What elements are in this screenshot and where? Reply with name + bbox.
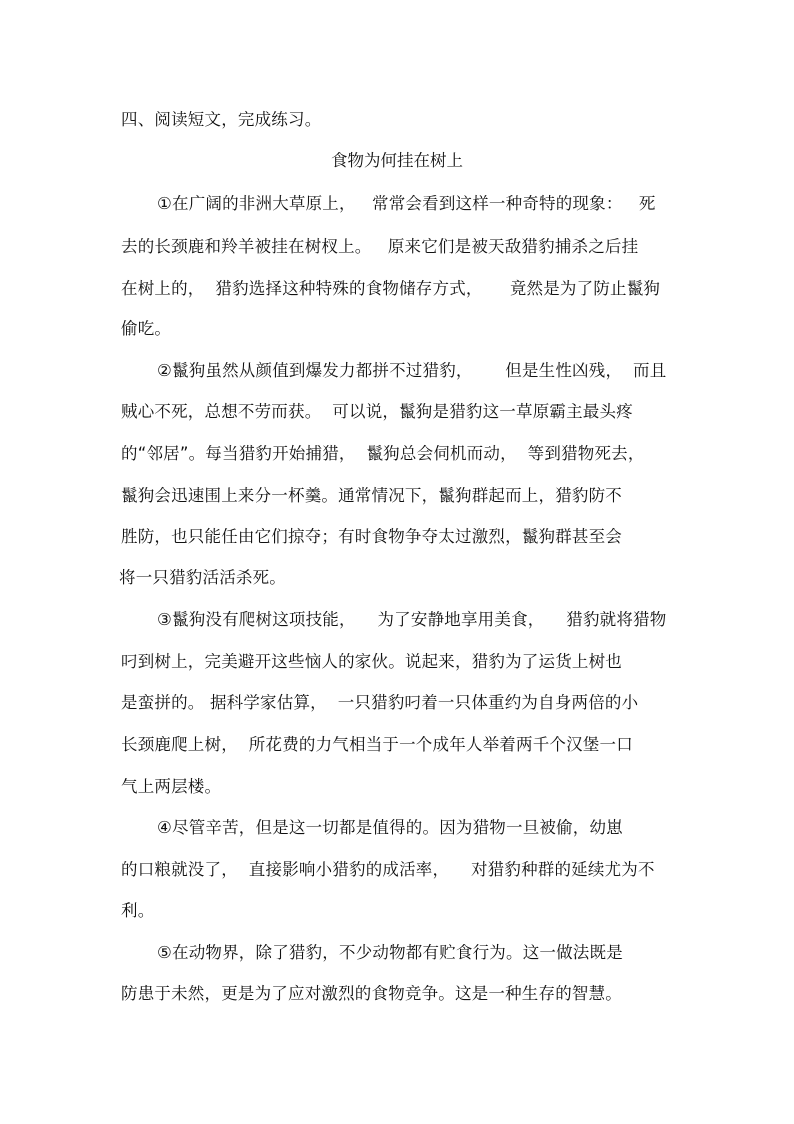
article-title: 食物为何挂在树上: [331, 151, 463, 170]
paragraph-5-line-1: ⑤在动物界，除了猎豹，不少动物都有贮食行为。这一做法既是: [157, 943, 623, 962]
paragraph-2-line-1: ②鬣狗虽然从颜值到爆发力都拼不过猎豹， 但是生性凶残， 而且: [157, 361, 667, 380]
paragraph-3-line-5: 气上两层楼。: [121, 777, 222, 796]
paragraph-4-line-2: 的口粮就没了， 直接影响小猎豹的成活率， 对猎豹种群的延续尤为不: [121, 860, 655, 879]
paragraph-3-line-4: 长颈鹿爬上树， 所花费的力气相当于一个成年人举着两千个汉堡一口: [121, 735, 633, 754]
paragraph-2-line-5: 胜防，也只能任由它们掠夺；有时食物争夺太过激烈，鬣狗群甚至会: [121, 527, 622, 546]
paragraph-2-line-6: 将一只猎豹活活杀死。: [119, 568, 286, 587]
paragraph-5-line-2: 防患于未然，更是为了应对激烈的食物竞争。这是一种生存的智慧。: [121, 984, 622, 1003]
paragraph-2-line-2: 贼心不死，总想不劳而获。 可以说，鬣狗是猎豹这一草原霸主最头疼: [121, 402, 633, 421]
paragraph-1-line-4: 偷吃。: [121, 319, 172, 338]
paragraph-1-line-2: 去的长颈鹿和羚羊被挂在树杈上。 原来它们是被天敌猎豹捕杀之后挂: [121, 237, 639, 256]
paragraph-4-line-1: ④尽管辛苦，但是这一切都是值得的。因为猎物一旦被偷，幼崽: [157, 818, 623, 837]
paragraph-2-line-3: 的“邻居”。每当猎豹开始捕猎， 鬣狗总会伺机而动， 等到猎物死去，: [121, 444, 645, 463]
paragraph-3-line-2: 叼到树上，完美避开这些恼人的家伙。说起来，猎豹为了运货上树也: [121, 652, 622, 671]
paragraph-1-line-3: 在树上的， 猎豹选择这种特殊的食物储存方式， 竟然是为了防止鬣狗: [121, 279, 661, 298]
paragraph-4-line-3: 利。: [121, 901, 155, 920]
paragraph-3-line-3: 是蛮拼的。 据科学家估算， 一只猎豹叼着一只体重约为自身两倍的小: [121, 693, 639, 712]
section-heading: 四、阅读短文，完成练习。: [121, 110, 322, 129]
paragraph-1-line-1: ①在广阔的非洲大草原上， 常常会看到这样一种奇特的现象： 死: [157, 194, 656, 213]
paragraph-2-line-4: 鬣狗会迅速围上来分一杯羹。通常情况下，鬣狗群起而上，猎豹防不: [121, 486, 622, 505]
paragraph-3-line-1: ③鬣狗没有爬树这项技能， 为了安静地享用美食， 猎豹就将猎物: [157, 610, 667, 629]
